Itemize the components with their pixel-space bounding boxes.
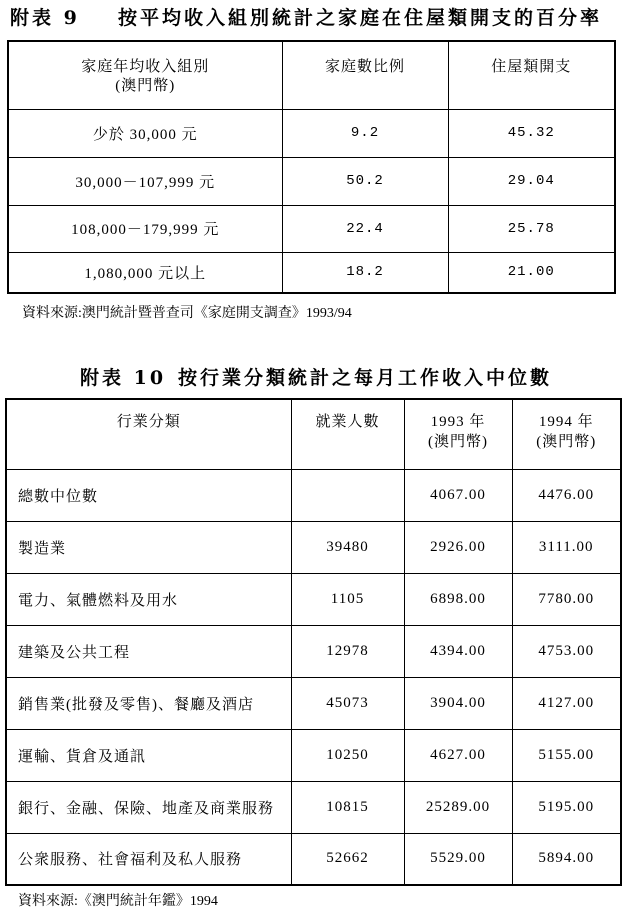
median-1993-cell: 6898.00	[404, 573, 512, 625]
table-10	[5, 398, 622, 886]
table-row	[6, 573, 621, 625]
housing-expense-cell: 45.32	[448, 109, 615, 157]
table-row	[8, 205, 615, 252]
housing-expense-cell: 21.00	[448, 252, 615, 293]
median-1994-cell: 5894.00	[512, 833, 621, 885]
median-1993-cell: 2926.00	[404, 521, 512, 573]
industry-cell: 銀行、金融、保險、地產及商業服務	[6, 781, 291, 833]
table-row	[8, 109, 615, 157]
household-share-cell: 22.4	[282, 205, 448, 252]
employed-cell: 10250	[291, 729, 404, 781]
income-group-cell: 30,000－107,999 元	[8, 157, 282, 205]
table-10-title: 按行業分類統計之每月工作收入中位數	[178, 367, 553, 389]
median-1993-cell: 4394.00	[404, 625, 512, 677]
header-line: (澳門幣)	[536, 434, 597, 450]
table-header-row	[6, 399, 621, 469]
industry-cell: 製造業	[6, 521, 291, 573]
table-9-label: 附表 9	[10, 7, 80, 29]
household-share-cell: 18.2	[282, 252, 448, 293]
table-9	[7, 40, 616, 294]
industry-cell: 銷售業(批發及零售)、餐廳及酒店	[6, 677, 291, 729]
employed-cell: 10815	[291, 781, 404, 833]
employed-cell: 1105	[291, 573, 404, 625]
header-line: 行業分類	[116, 414, 181, 430]
median-1994-cell: 4127.00	[512, 677, 621, 729]
median-1993-cell: 4067.00	[404, 469, 512, 521]
table-row	[6, 677, 621, 729]
housing-expense-cell: 29.04	[448, 157, 615, 205]
median-1993-cell: 3904.00	[404, 677, 512, 729]
median-1994-cell: 4476.00	[512, 469, 621, 521]
median-1993-header	[404, 399, 512, 469]
household-share-cell: 50.2	[282, 157, 448, 205]
header-line: 就業人數	[315, 414, 380, 430]
median-1994-header	[512, 399, 621, 469]
table-row	[6, 781, 621, 833]
industry-cell: 總數中位數	[6, 469, 291, 521]
employed-cell: 52662	[291, 833, 404, 885]
housing-expense-cell: 25.78	[448, 205, 615, 252]
industry-header	[6, 399, 291, 469]
employed-cell: 45073	[291, 677, 404, 729]
median-1994-cell: 5195.00	[512, 781, 621, 833]
industry-cell: 公衆服務、社會福利及私人服務	[6, 833, 291, 885]
median-1994-cell: 3111.00	[512, 521, 621, 573]
header-line: 住屋類開支	[491, 59, 572, 75]
median-1994-cell: 7780.00	[512, 573, 621, 625]
employed-header	[291, 399, 404, 469]
median-1993-cell: 25289.00	[404, 781, 512, 833]
income-group-cell: 少於 30,000 元	[8, 109, 282, 157]
median-1993-cell: 4627.00	[404, 729, 512, 781]
income-group-cell: 1,080,000 元以上	[8, 252, 282, 293]
table-9-source: 資料來源:澳門統計暨普查司《家庭開支調查》1993/94	[22, 306, 352, 321]
table-row	[6, 469, 621, 521]
median-1994-cell: 4753.00	[512, 625, 621, 677]
employed-cell: 39480	[291, 521, 404, 573]
header-line: (澳門幣)	[115, 78, 176, 94]
table-9-title: 按平均收入組別統計之家庭在住屋類開支的百分率	[118, 7, 603, 29]
table-row	[6, 833, 621, 885]
employed-cell	[291, 469, 404, 521]
table-header-row	[8, 41, 615, 109]
industry-cell: 電力、氣體燃料及用水	[6, 573, 291, 625]
income-group-cell: 108,000－179,999 元	[8, 205, 282, 252]
header-line: 1993 年	[430, 414, 486, 430]
table-row	[8, 157, 615, 205]
industry-cell: 建築及公共工程	[6, 625, 291, 677]
table-row	[6, 729, 621, 781]
header-line: 家庭數比例	[324, 59, 405, 75]
header-line: 家庭年均收入組別	[81, 59, 210, 75]
employed-cell: 12978	[291, 625, 404, 677]
housing-expense-header	[448, 41, 615, 109]
header-line: (澳門幣)	[428, 434, 488, 450]
household-share-header	[282, 41, 448, 109]
table-row	[8, 252, 615, 293]
header-line: 1994 年	[538, 414, 594, 430]
table-10-label: 附表 10	[80, 367, 167, 389]
industry-cell: 運輸、貨倉及通訊	[6, 729, 291, 781]
household-share-cell: 9.2	[282, 109, 448, 157]
table-row	[6, 521, 621, 573]
table-row	[6, 625, 621, 677]
median-1994-cell: 5155.00	[512, 729, 621, 781]
median-1993-cell: 5529.00	[404, 833, 512, 885]
table-10-source: 資料來源:《澳門統計年鑑》1994	[18, 894, 218, 909]
income-group-header	[8, 41, 282, 109]
